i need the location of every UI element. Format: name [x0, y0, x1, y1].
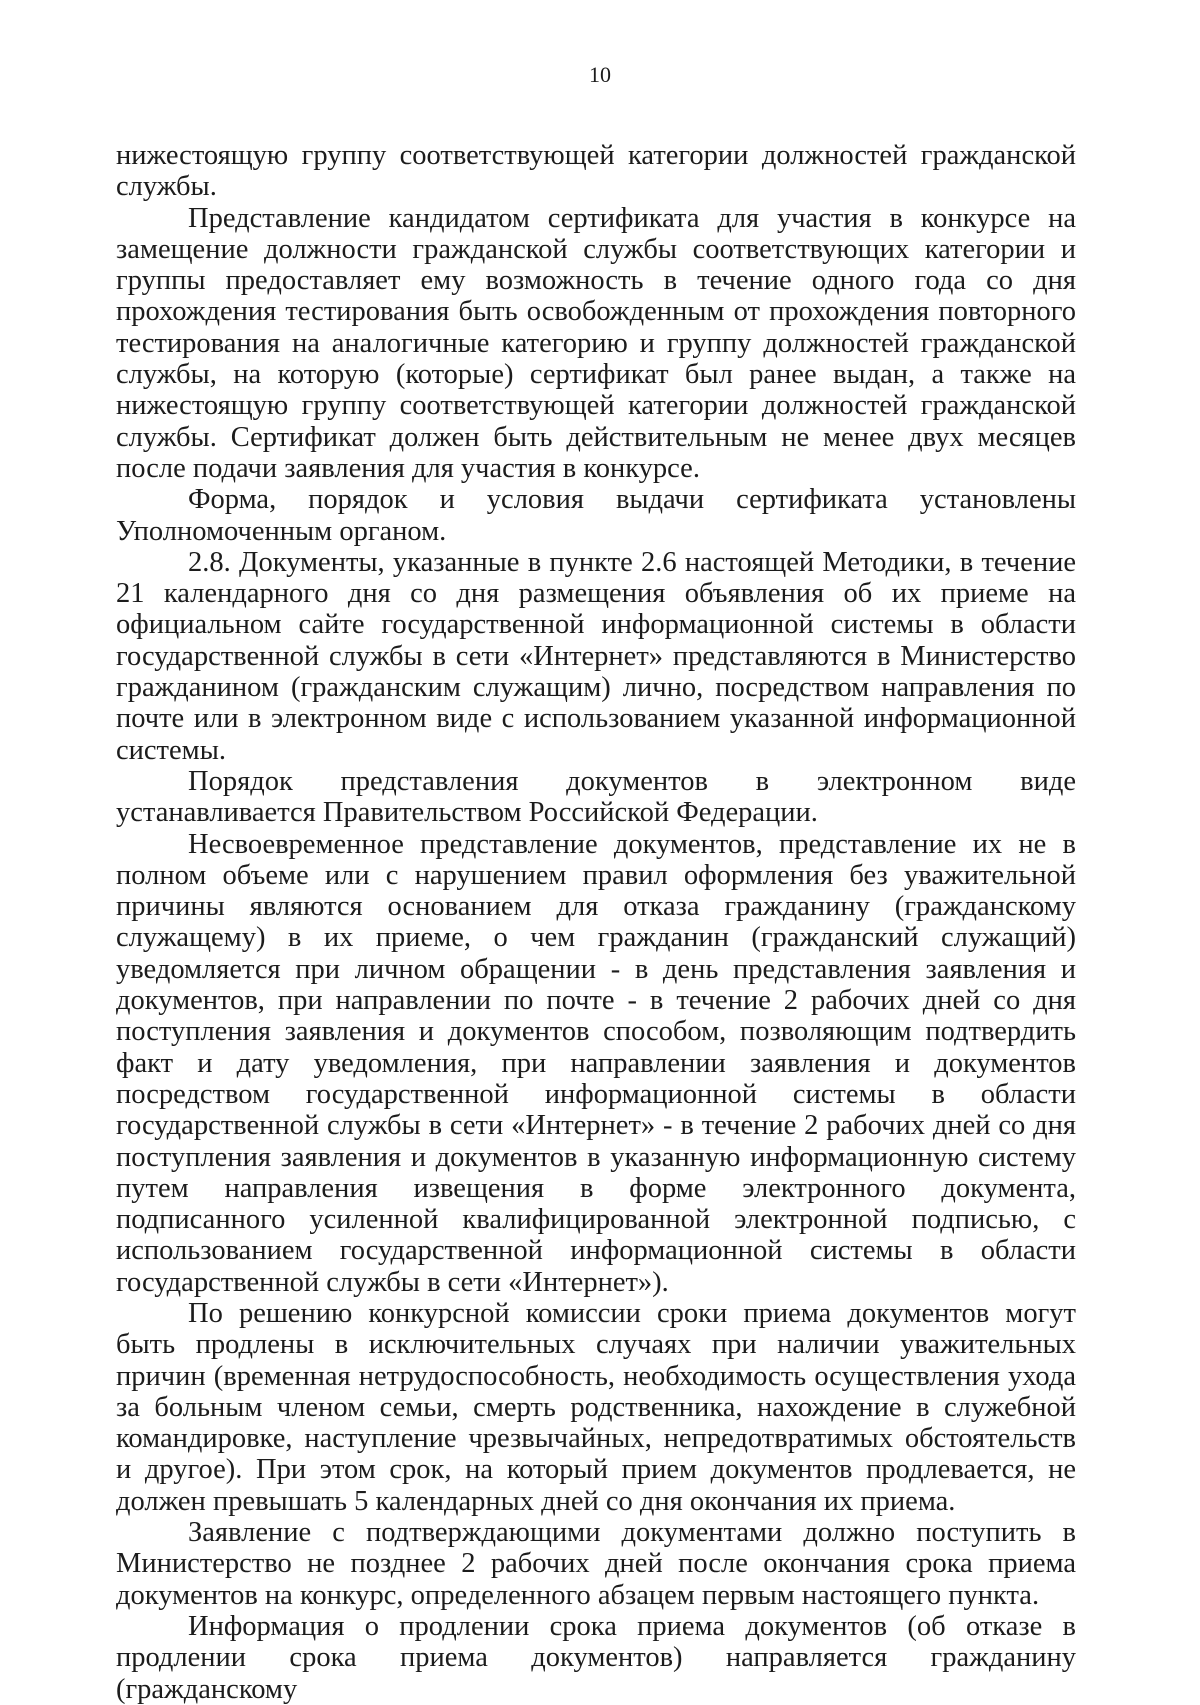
page-number: 10: [589, 62, 611, 87]
paragraph-continuation: нижестоящую группу соответствующей категории должностей гражданской службы.: [116, 140, 1076, 203]
paragraph-untimely-submission: Несвоевременное представление документов, представление их не в полном объеме или с нарушением правил оформления без уважительной причины являются основанием для отказа гражданину (гражданскому служащему) в их приеме, о чем гражданин (гражданский служащий) уведомляется при личном обращении - в день представления заявления и документов, при направлении по почте - в течение 2 рабочих дней со дня поступления заявления и документов способом, позволяющим подтвердить факт и дату уведомления, при направлении заявления и документов посредством государственной информационной системы в области государственной службы в сети «Интернет» - в течение 2 рабочих дней со дня поступления заявления и документов в указанную информационную систему путем направления извещения в форме электронного документа, подписанного усиленной квалифицированной электронной подписью, с использованием государственной информационной системы в области государственной службы в сети «Интернет»).: [116, 828, 1076, 1298]
paragraph-deadline-extension: По решению конкурсной комиссии сроки приема документов могут быть продлены в исключительных случаях при наличии уважительных причин (временная нетрудоспособность, необходимость осуществления ухода за больным членом семьи, смерть родственника, нахождение в служебной командировке, наступление чрезвычайных, непредотвратимых обстоятельств и другое). При этом срок, на который прием документов продлевается, не должен превышать 5 календарных дней со дня окончания их приема.: [116, 1297, 1076, 1517]
paragraph-certificate-form: Форма, порядок и условия выдачи сертификата установлены Уполномоченным органом.: [116, 484, 1076, 547]
paragraph-application-deadline: Заявление с подтверждающими документами должно поступить в Министерство не позднее 2 рабочих дней после окончания срока приема документов на конкурс, определенного абзацем первым настоящего пункта.: [116, 1517, 1076, 1611]
paragraph-extension-notice: Информация о продлении срока приема документов (об отказе в продлении срока приема документов) направляется гражданину (гражданскому: [116, 1610, 1076, 1705]
paragraph-certificate: Представление кандидатом сертификата для участия в конкурсе на замещение должности гражданской службы соответствующих категории и группы предоставляет ему возможность в течение одного года со дня прохождения тестирования быть освобожденным от прохождения повторного тестирования на аналогичные категорию и группу должностей гражданской службы, на которую (которые) сертификат был ранее выдан, а также на нижестоящую группу соответствующей категории должностей гражданской службы. Сертификат должен быть действительным не менее двух месяцев после подачи заявления для участия в конкурсе.: [116, 202, 1076, 484]
paragraph-2-8: 2.8. Документы, указанные в пункте 2.6 настоящей Методики, в течение 21 календарного дня со дня размещения объявления об их приеме на официальном сайте государственной информационной системы в области государственной службы в сети «Интернет» представляются в Министерство гражданином (гражданским служащим) лично, посредством направления по почте или в электронном виде с использованием указанной информационной системы.: [116, 546, 1076, 766]
paragraph-electronic-procedure: Порядок представления документов в электронном виде устанавливается Правительством Российской Федерации.: [116, 765, 1076, 829]
document-body: [116, 140, 1076, 1705]
